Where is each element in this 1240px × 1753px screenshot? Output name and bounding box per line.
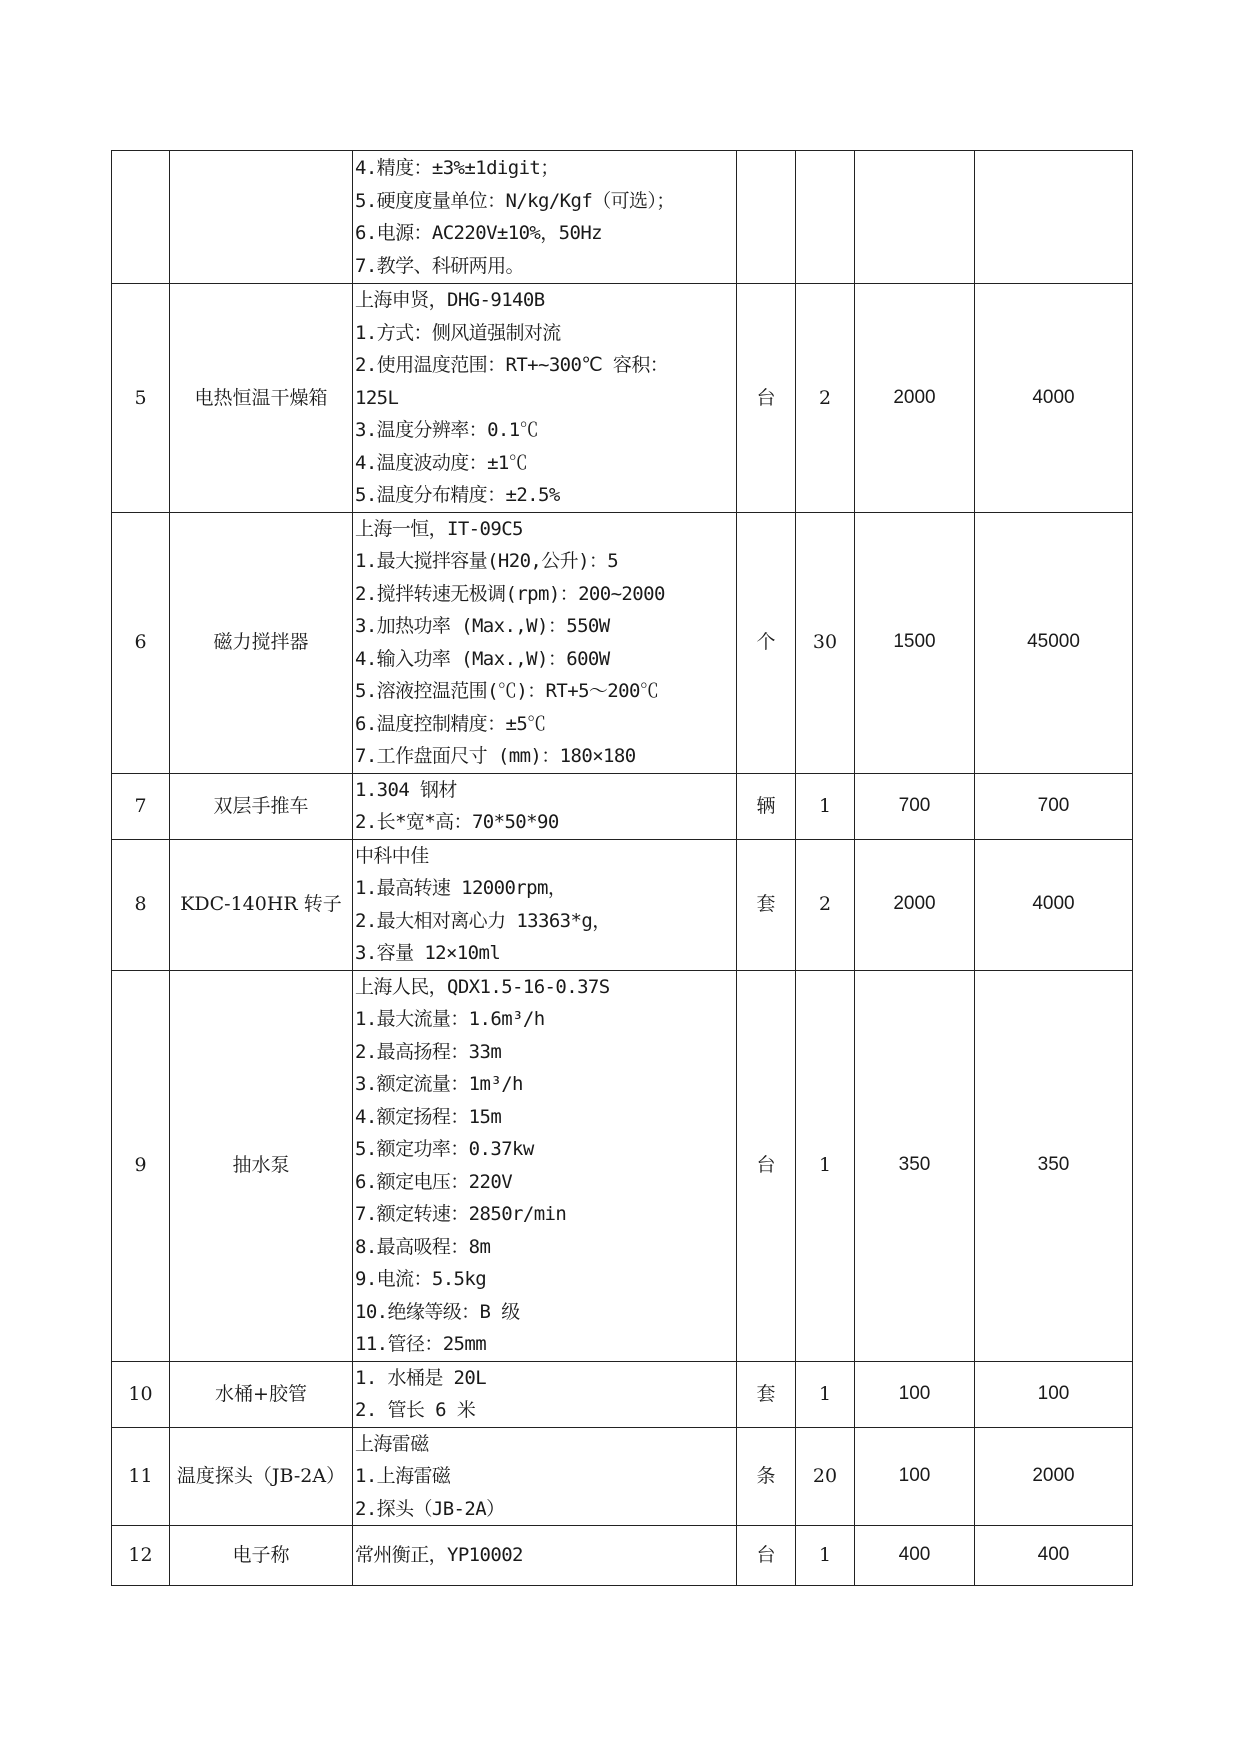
spec-line: 4.精度：±3%±1digit； (355, 157, 559, 179)
spec-line: 8.最高吸程：8m (355, 1235, 491, 1258)
item-quantity: 2 (796, 839, 855, 970)
item-unit: 套 (737, 839, 796, 970)
spec-line: 6.电源：AC220V±10%，50Hz (355, 222, 603, 244)
item-total-price: 100 (975, 1361, 1133, 1427)
item-name: 水桶+胶管 (170, 1361, 353, 1427)
spec-line: 3.温度分辨率：0.1℃ (355, 419, 538, 441)
spec-line: 1. 水桶是 20L (355, 1366, 487, 1389)
item-spec (353, 773, 737, 839)
item-name (170, 151, 353, 284)
spec-line: 11.管径：25mm (355, 1333, 487, 1355)
item-name: 电子称 (170, 1526, 353, 1586)
item-total-price: 2000 (975, 1427, 1133, 1526)
table-row (112, 284, 1133, 513)
spec-line: 5.硬度度量单位：N/kg/Kgf（可选）； (355, 189, 675, 212)
item-unit (737, 151, 796, 284)
item-total-price: 700 (975, 773, 1133, 839)
item-unit-price: 700 (855, 773, 975, 839)
item-unit: 套 (737, 1361, 796, 1427)
table-row (112, 839, 1133, 970)
item-name: KDC-140HR 转子 (170, 839, 353, 970)
item-total-price: 4000 (975, 284, 1133, 513)
item-number: 10 (112, 1361, 170, 1427)
item-number (112, 151, 170, 284)
table-row (112, 970, 1133, 1361)
item-name: 磁力搅拌器 (170, 512, 353, 773)
item-unit-price: 1500 (855, 512, 975, 773)
spec-line: 3.额定流量：1m³/h (355, 1073, 523, 1095)
item-spec (353, 151, 737, 284)
spec-line: 7.额定转速：2850r/min (355, 1203, 567, 1225)
item-unit-price: 2000 (855, 839, 975, 970)
item-total-price: 4000 (975, 839, 1133, 970)
spec-line: 4.额定扬程：15m (355, 1105, 502, 1128)
spec-line: 125L (355, 386, 399, 409)
item-quantity: 1 (796, 1361, 855, 1427)
item-quantity (796, 151, 855, 284)
item-unit-price: 350 (855, 970, 975, 1361)
spec-line: 5.溶液控温范围(℃)：RT+5～200℃ (355, 680, 659, 702)
spec-line: 1.304 钢材 (355, 778, 457, 801)
item-number: 6 (112, 512, 170, 773)
spec-line: 2.使用温度范围：RT+~300℃ 容积： (355, 354, 669, 376)
item-spec (353, 839, 737, 970)
item-total-price (975, 151, 1133, 284)
item-unit: 辆 (737, 773, 796, 839)
table-row (112, 151, 1133, 284)
item-quantity: 30 (796, 512, 855, 773)
item-number: 12 (112, 1526, 170, 1586)
spec-line: 4.输入功率 (Max.,W)：600W (355, 647, 610, 670)
spec-line: 常州衡正，YP10002 (355, 1544, 523, 1567)
item-unit-price (855, 151, 975, 284)
item-quantity: 1 (796, 773, 855, 839)
spec-line: 4.温度波动度：±1℃ (355, 451, 528, 474)
item-number: 9 (112, 970, 170, 1361)
spec-line: 1.最高转速 12000rpm， (355, 877, 567, 899)
spec-line: 5.额定功率：0.37kw (355, 1138, 534, 1160)
item-name: 抽水泵 (170, 970, 353, 1361)
spec-line: 上海雷磁 (355, 1432, 429, 1455)
table-row (112, 1361, 1133, 1427)
table-row (112, 1526, 1133, 1586)
spec-line: 1.最大搅拌容量(H20,公升)：5 (355, 550, 619, 572)
table-row (112, 1427, 1133, 1526)
item-spec (353, 512, 737, 773)
table-row (112, 512, 1133, 773)
spec-line: 2.搅拌转速无极调(rpm)：200~2000 (355, 582, 665, 605)
spec-line: 3.加热功率 (Max.,W)：550W (355, 615, 610, 637)
spec-line: 上海一恒，IT-09C5 (355, 517, 523, 540)
item-unit-price: 400 (855, 1526, 975, 1586)
spec-line: 2.最大相对离心力 13363*g， (355, 909, 611, 932)
item-unit: 台 (737, 970, 796, 1361)
spec-line: 上海人民，QDX1.5-16-0.37S (355, 975, 610, 998)
spec-line: 6.额定电压：220V (355, 1170, 513, 1193)
spec-line: 2.长*宽*高：70*50*90 (355, 811, 559, 833)
item-spec (353, 1361, 737, 1427)
spec-line: 7.工作盘面尺寸 (mm)：180×180 (355, 745, 636, 767)
item-number: 8 (112, 839, 170, 970)
equipment-table (111, 150, 1133, 1586)
item-quantity: 2 (796, 284, 855, 513)
item-spec (353, 1427, 737, 1526)
spec-line: 上海申贤，DHG-9140B (355, 289, 545, 311)
table-body (112, 151, 1133, 1586)
item-quantity: 20 (796, 1427, 855, 1526)
item-total-price: 400 (975, 1526, 1133, 1586)
spec-line: 中科中佳 (355, 844, 429, 867)
item-unit-price: 100 (855, 1361, 975, 1427)
item-unit: 条 (737, 1427, 796, 1526)
item-spec (353, 284, 737, 513)
item-total-price: 45000 (975, 512, 1133, 773)
spec-line: 5.温度分布精度：±2.5% (355, 484, 560, 506)
spec-line: 6.温度控制精度：±5℃ (355, 712, 546, 735)
item-unit: 个 (737, 512, 796, 773)
item-name: 双层手推车 (170, 773, 353, 839)
spec-line: 2. 管长 6 米 (355, 1399, 476, 1421)
item-unit: 台 (737, 284, 796, 513)
spec-line: 9.电流：5.5kg (355, 1268, 487, 1290)
item-number: 7 (112, 773, 170, 839)
item-unit-price: 2000 (855, 284, 975, 513)
spec-line: 10.绝缘等级：B 级 (355, 1300, 520, 1323)
item-total-price: 350 (975, 970, 1133, 1361)
item-number: 11 (112, 1427, 170, 1526)
spec-line: 1.最大流量：1.6m³/h (355, 1008, 545, 1030)
item-unit-price: 100 (855, 1427, 975, 1526)
spec-line: 2.探头（JB-2A） (355, 1497, 505, 1520)
item-name: 温度探头（JB-2A） (170, 1427, 353, 1526)
item-number: 5 (112, 284, 170, 513)
item-spec (353, 970, 737, 1361)
spec-line: 7.教学、科研两用。 (355, 254, 524, 277)
item-quantity: 1 (796, 1526, 855, 1586)
item-unit: 台 (737, 1526, 796, 1586)
table-row (112, 773, 1133, 839)
spec-line: 1.上海雷磁 (355, 1465, 451, 1487)
spec-line: 3.容量 12×10ml (355, 942, 501, 964)
item-quantity: 1 (796, 970, 855, 1361)
item-spec (353, 1526, 737, 1586)
spec-line: 2.最高扬程：33m (355, 1040, 502, 1063)
spec-line: 1.方式：侧风道强制对流 (355, 321, 561, 344)
item-name: 电热恒温干燥箱 (170, 284, 353, 513)
